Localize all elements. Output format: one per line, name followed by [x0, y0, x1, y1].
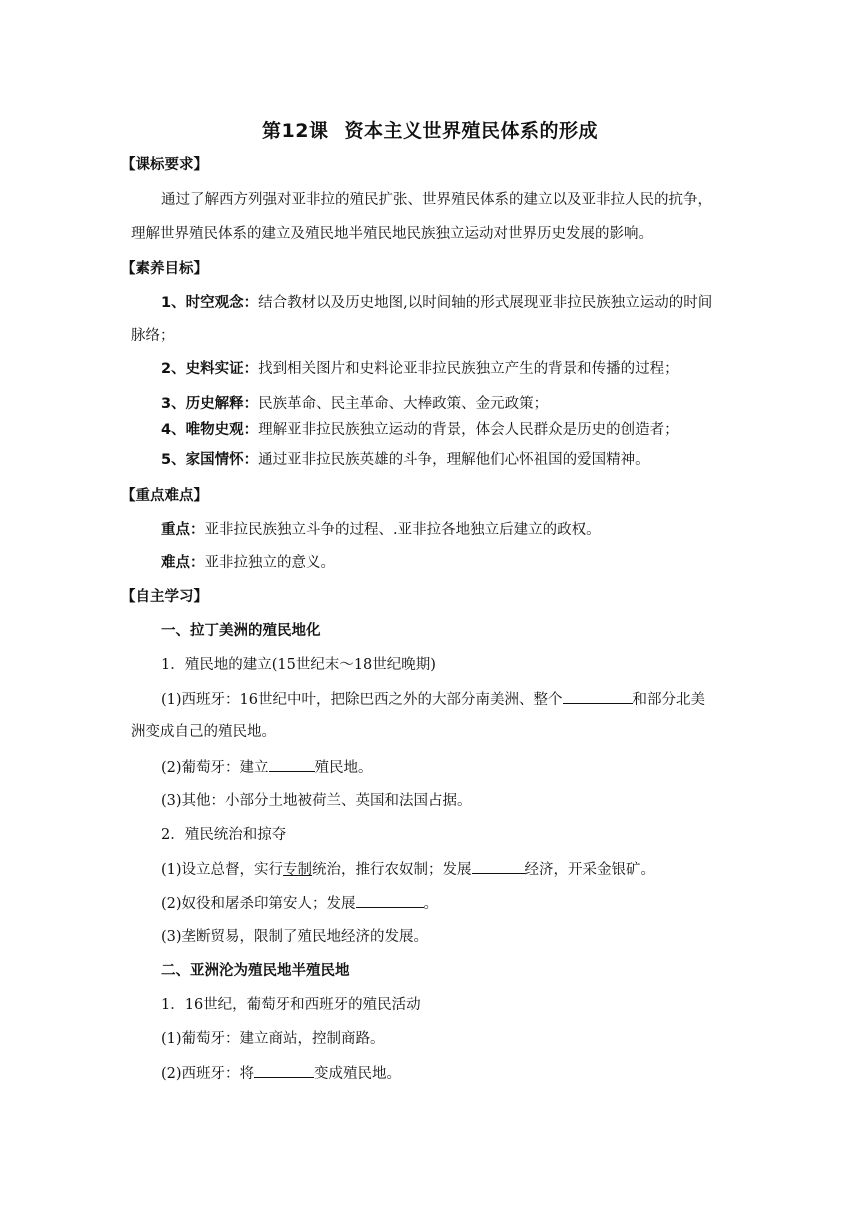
- key-text: 亚非拉民族独立斗争的过程、.亚非拉各地独立后建立的政权。: [204, 522, 601, 538]
- question-text: 统治，推行农奴制；发展: [312, 862, 472, 878]
- item-label: 1、时空观念：: [161, 295, 259, 311]
- literacy-item-3: [161, 394, 548, 414]
- literacy-heading-text: 【素养目标】: [121, 261, 208, 277]
- question-text: (2)奴役和屠杀印第安人；发展: [161, 896, 356, 912]
- question-text: (2)葡萄牙：建立: [161, 760, 269, 776]
- info-line: (3)其他：小部分土地被荷兰、英国和法国占据。: [161, 793, 472, 809]
- question-text: 殖民地。: [314, 760, 373, 776]
- item-text: 找到相关图片和史料论亚非拉民族独立产生的背景和传播的过程；: [258, 361, 679, 377]
- question-line: [161, 689, 705, 710]
- item-label: 5、家国情怀：: [161, 452, 259, 468]
- fill-blank[interactable]: [254, 1063, 314, 1078]
- fill-blank[interactable]: [472, 859, 525, 874]
- info-line: (1)葡萄牙：建立商站，控制商路。: [161, 1031, 385, 1047]
- question-text: 变成殖民地。: [314, 1066, 402, 1082]
- subsection-1: 1．16世纪，葡萄牙和西班牙的殖民活动: [161, 997, 421, 1013]
- item-text: 理解亚非拉民族独立运动的背景，体会人民群众是历史的创造者；: [258, 422, 679, 438]
- difficult-label: 难点：: [161, 555, 205, 571]
- lesson-number: 第12课: [262, 120, 329, 142]
- section-heading-curriculum: 【课标要求】: [121, 157, 208, 173]
- item-text: 通过亚非拉民族英雄的斗争，理解他们心怀祖国的爱国精神。: [258, 452, 650, 468]
- lesson-name: 资本主义世界殖民体系的形成: [344, 120, 598, 142]
- question-text: 经济，开采金银矿。: [524, 862, 656, 878]
- underlined-term: 专制: [283, 862, 313, 878]
- item-label: 3、历史解释：: [161, 396, 259, 412]
- literacy-item-5: [161, 450, 650, 470]
- key-label: 重点：: [161, 522, 205, 538]
- difficult-point: [161, 553, 335, 573]
- curriculum-text-line2: 理解世界殖民体系的建立及殖民地半殖民地民族独立运动对世界历史发展的影响。: [131, 226, 653, 242]
- item-label: 2、史料实证：: [161, 361, 259, 377]
- literacy-item-4: [161, 420, 679, 440]
- question-line: [161, 893, 438, 914]
- question-line: [161, 757, 373, 778]
- item-text: 结合教材以及历史地图,以时间轴的形式展现亚非拉民族独立运动的时间: [258, 295, 713, 311]
- section-heading-literacy: [121, 259, 208, 279]
- fill-blank[interactable]: [563, 689, 633, 704]
- item-label: 4、唯物史观：: [161, 422, 259, 438]
- literacy-item-1-cont: 脉络；: [131, 328, 175, 344]
- subsection-1: 1．殖民地的建立(15世纪末～18世纪晚期): [161, 657, 436, 673]
- question-text: 。: [423, 896, 439, 912]
- part-two-heading: 二、亚洲沦为殖民地半殖民地: [161, 963, 350, 979]
- question-text: 和部分北美: [632, 692, 705, 708]
- question-line: [161, 859, 655, 880]
- part-one-heading: 一、拉丁美洲的殖民地化: [161, 623, 321, 639]
- fill-blank[interactable]: [269, 757, 315, 772]
- fill-blank[interactable]: [356, 893, 424, 908]
- literacy-item-2: [161, 359, 679, 379]
- subsection-2: 2．殖民统治和掠夺: [161, 827, 287, 843]
- literacy-item-1: [161, 293, 712, 313]
- question-text: (1)西班牙：16世纪中叶，把除巴西之外的大部分南美洲、整个: [161, 692, 563, 708]
- question-text: (1)设立总督，实行: [161, 862, 284, 878]
- info-line: (3)垄断贸易，限制了殖民地经济的发展。: [161, 929, 429, 945]
- section-heading-self-study: 【自主学习】: [121, 589, 208, 605]
- key-point: [161, 520, 601, 540]
- section-heading-key-points: 【重点难点】: [121, 488, 208, 504]
- difficult-text: 亚非拉独立的意义。: [204, 555, 335, 571]
- curriculum-text-line1: 通过了解西方列强对亚非拉的殖民扩张、世界殖民体系的建立以及亚非拉人民的抗争，: [161, 192, 712, 208]
- question-line: [161, 1063, 401, 1084]
- question-line-cont: 洲变成自己的殖民地。: [131, 724, 276, 740]
- item-text: 民族革命、民主革命、大棒政策、金元政策；: [258, 396, 549, 412]
- lesson-title: [0, 116, 860, 143]
- question-text: (2)西班牙：将: [161, 1066, 255, 1082]
